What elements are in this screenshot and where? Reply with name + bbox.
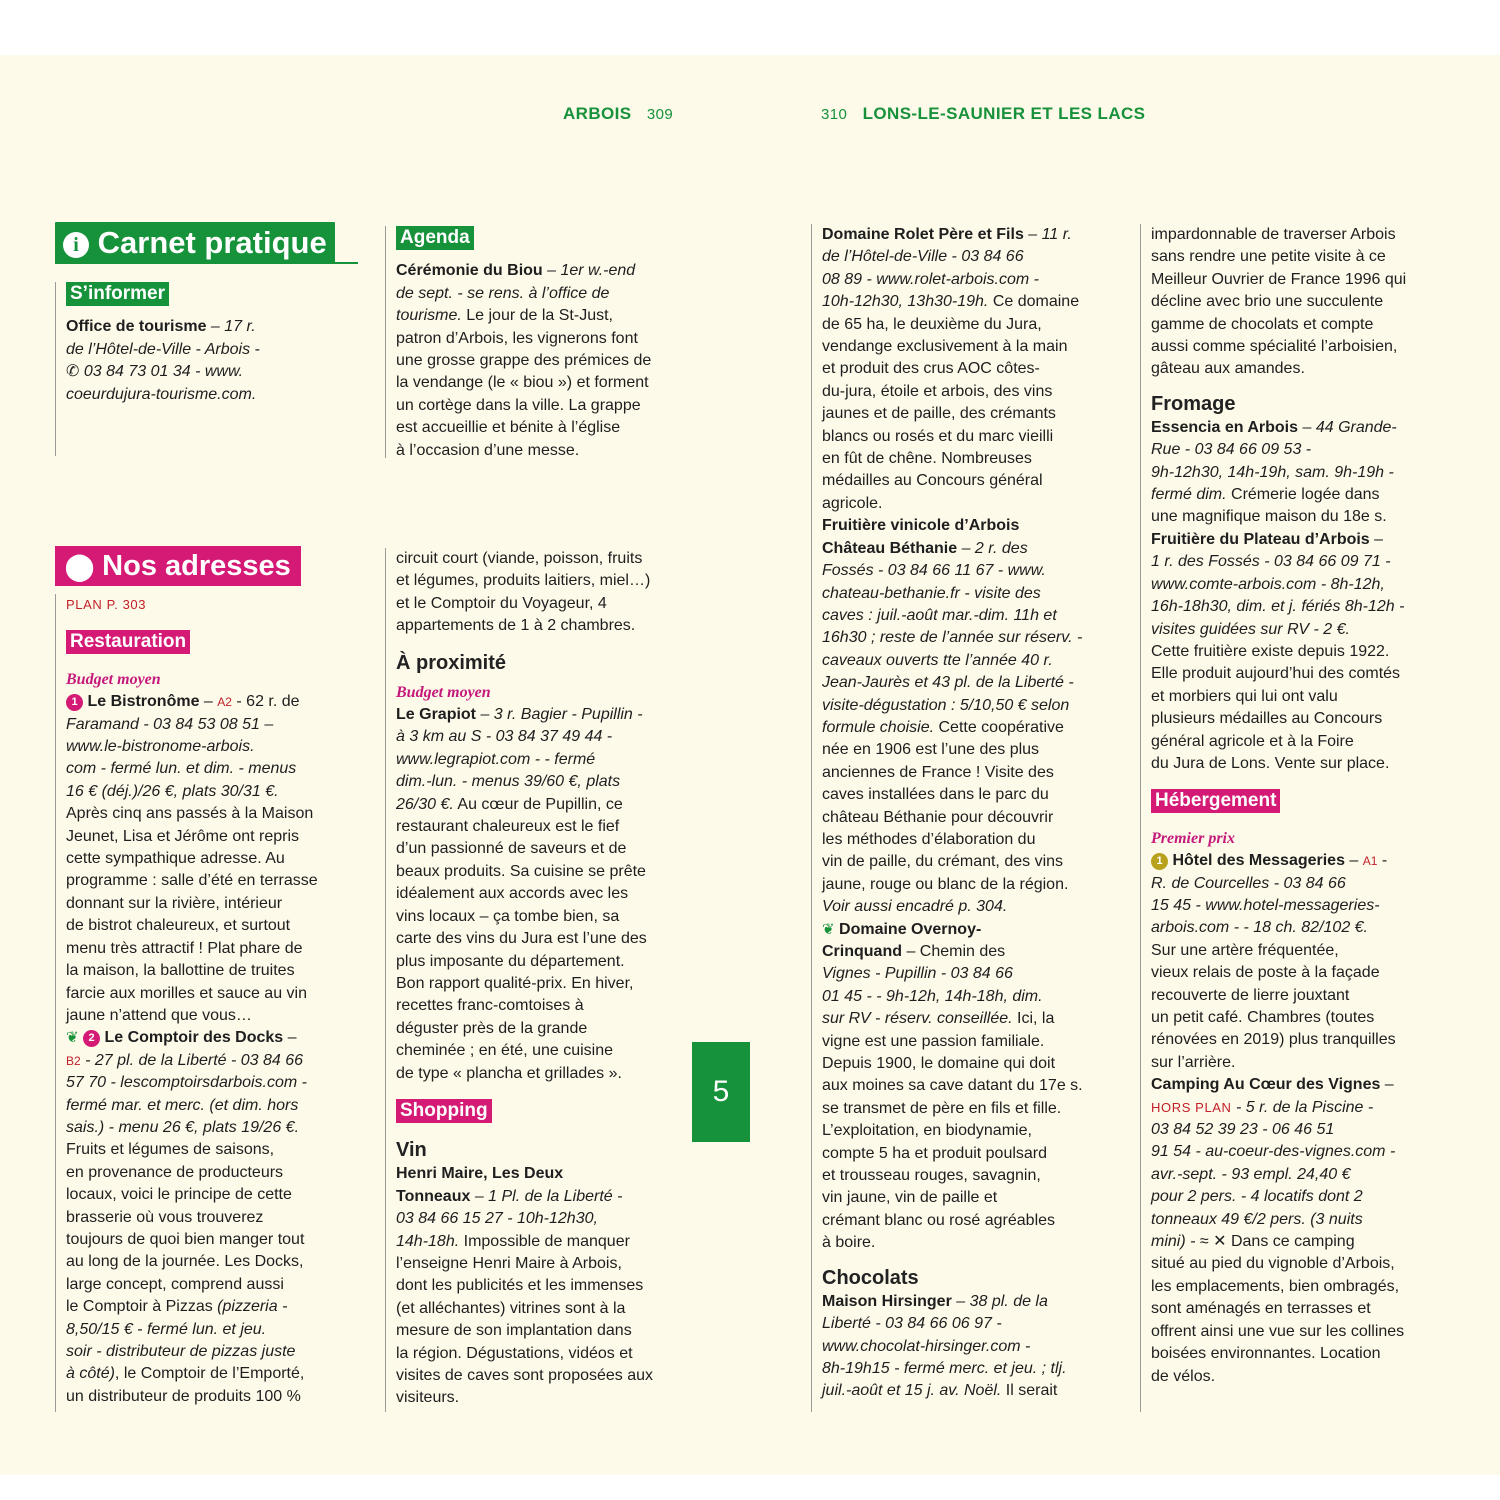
left-page-number: 309: [646, 106, 674, 123]
restaurant-name: Le Grapiot: [396, 706, 477, 724]
vin-heading: Vin: [396, 1139, 427, 1162]
camping-name: Camping Au Cœur des Vignes: [1151, 1076, 1381, 1094]
informer-tag: S’informer: [66, 282, 169, 306]
running-head-left: [563, 104, 673, 124]
nos-adresses-heading-block: [55, 546, 385, 586]
shop-name: Maison Hirsinger: [822, 1292, 952, 1310]
office-name: Office de tourisme: [66, 318, 207, 336]
shop-name: Henri Maire, Les Deux: [396, 1165, 564, 1183]
chapter-tab: 5: [692, 1042, 750, 1142]
restauration-tag: Restauration: [66, 630, 190, 654]
right-section-title: LONS-LE-SAUNIER ET LES LACS: [862, 104, 1146, 123]
hotel-name: Hôtel des Messageries: [1172, 852, 1345, 870]
column-2-bottom: circuit court (viande, poisson, fruits et légumes, produits laitiers, miel…) et le Comptoir du Voyageur, 4 appartements de 1 à 2 chambres. À proximité Budget moyen Le Grapiot – 3 r. Bagier - Pupillin - à 3 km au S - 03 84 37 49 44 - www.legrapiot.com - - fermé dim.-lun. - menus 39/60 €, plats 26/30 €. Au cœur de Pupillin, ce restaurant chaleureux est le fief d’un passionné de saveurs et de beaux produits. Sa cuisine se prête idéalement aux accords avec les vins locaux – ça tombe bien, sa carte des vins du Jura est l’une des plus imposante du département. Bon rapport qualité-prix. En hiver, recettes franc-comtoises à déguster près de la grande cheminée ; en été, une cuisine de type « plancha et grillades ». Shopping Vin Henri Maire, Les Deux Tonneaux – 1 Pl. de la Liberté - 03 84 66 15 27 - 10h-12h30, 14h-18h. Impossible de manquer l’enseigne Henri Maire à Arbois, dont les publicités et les immenses (et alléchantes) vitrines sont à la mesure de son implantation dans la région. Dégustations, vidéos et visites de caves sont proposées aux visiteurs.: [385, 548, 696, 1412]
informer-block: S’informer Office de tourisme – 17 r. de l’Hôtel-de-Ville - Arbois - ✆ 03 84 73 01 34 - www. coeurdujura-tourisme.com.: [55, 282, 366, 456]
fromage-heading: Fromage: [1151, 392, 1236, 415]
restauration-column: PLAN P. 303 Restauration Budget moyen 1 Le Bistronôme – A2 - 62 r. de Faramand - 03 84 53 08 51 – www.le-bistronome-arbois. com - fermé lun. et dim. - menus 16 € (déj.)/26 €, plats 30/31 €. Après cinq ans passés à la Maison Jeunet, Lisa et Jérôme ont repris cette sympathique adresse. Au programme : salle d’été en terrasse donnant sur la rivière, intérieur de bistrot chaleureux, et surtout menu très attractif ! Plat phare de la maison, la ballottine de truites farcie aux morilles et sauce au vin jaune n’attend que vous… ❦ 2 Le Comptoir des Docks – B2 - 27 pl. de la Liberté - 03 84 66 57 70 - lescomptoirsdarbois.com - fermé mar. et merc. (et dim. hors sais.) - menu 26 €, plats 19/26 €. Fruits et légumes de saisons, en provenance de producteurs locaux, voici le principe de cette brasserie où vous trouverez toujours de quoi bien manger tout au long de la journée. Les Docks, large concept, comprend aussi le Comptoir à Pizzas (pizzeria - 8,50/15 € - fermé lun. et jeu. soir - distributeur de pizzas juste à côté), le Comptoir de l’Emporté, un distributeur de produits 100 %: [55, 594, 366, 1412]
nos-adresses-heading: ⬤ Nos adresses: [55, 546, 301, 586]
carnet-pratique: [55, 222, 385, 264]
carnet-heading: i Carnet pratique: [55, 222, 335, 264]
premier-prix-label: Premier prix: [1151, 829, 1235, 847]
plan-reference: PLAN P. 303: [66, 597, 147, 612]
shop-name: Domaine Rolet Père et Fils: [822, 226, 1024, 243]
event-name: Cérémonie du Biou: [396, 262, 543, 280]
pool-icon: ≈: [1199, 1233, 1209, 1251]
restaurant-name: Le Bistronôme: [87, 693, 200, 711]
shop-name: Fruitière du Plateau d’Arbois: [1151, 530, 1370, 548]
agenda-tag: Agenda: [396, 226, 474, 250]
restaurant-name: Le Comptoir des Docks: [104, 1029, 284, 1047]
shopping-tag: Shopping: [396, 1099, 492, 1123]
marker-1: 1: [66, 694, 83, 711]
proximite-heading: À proximité: [396, 651, 507, 674]
marker-2: 2: [83, 1030, 100, 1047]
phone-icon: ✆: [66, 363, 80, 381]
column-4: impardonnable de traverser Arbois sans rendre une petite visite à ce Meilleur Ouvrier de France 1996 qui décline avec brio une succulente gamme de chocolats et compte aussi comme spécialité l’arboisien, gâteau aux amandes. Fromage Essencia en Arbois – 44 Grande- Rue - 03 84 66 09 53 - 9h-12h30, 14h-19h, sam. 9h-19h - fermé dim. Crémerie logée dans une magnifique maison du 18e s. Fruitière du Plateau d’Arbois – 1 r. des Fossés - 03 84 66 09 71 - www.comte-arbois.com - 8h-12h, 16h-18h30, dim. et j. fériés 8h-12h - visites guidées sur RV - 2 €. Cette fruitière existe depuis 1922. Elle produit aujourd’hui des comtés et morbiers qui lui ont valu plusieurs médailles au Concours général agricole et à la Foire du Jura de Lons. Vente sur place. Hébergement Premier prix 1 Hôtel des Messageries – A1 - R. de Courcelles - 03 84 66 15 45 - www.hotel-messageries- arbois.com - - 18 ch. 82/102 €. Sur une artère fréquentée, vieux relais de poste à la façade recouverte de lierre jouxtant un petit café. Chambres (toutes rénovées en 2019) plus tranquilles sur l’arrière. Camping Au Cœur des Vignes – HORS PLAN - 5 r. de la Piscine - 03 84 52 39 23 - 06 46 51 91 54 - au-coeur-des-vignes.com - avr.-sept. - 93 empl. 24,40 € pour 2 pers. - 4 locatifs dont 2 tonneaux 49 €/2 pers. (3 nuits mini) - ≈ ✕ Dans ce camping situé au pied du vignoble d’Arbois, les emplacements, bien ombragés, sont aménagés en terrasses et offrent ainsi une vue sur les collines boisées environnantes. Location de vélos.: [1140, 224, 1451, 1412]
shop-name: Essencia en Arbois: [1151, 418, 1299, 436]
leaf-icon: ❦: [822, 920, 835, 938]
chocolats-heading: Chocolats: [822, 1266, 919, 1289]
agenda-block: Agenda Cérémonie du Biou – 1er w.-end de sept. - se rens. à l’office de tourisme. Le jour de la St-Just, patron d’Arbois, les vignerons font une grosse grappe des prémices de la vendange (le « biou ») et forment un cortège dans la ville. La grappe est accueillie et bénite à l’église à l’occasion d’une messe.: [385, 226, 696, 458]
shop-name: Domaine Overnoy-: [839, 920, 982, 938]
running-head-right: [821, 104, 1145, 124]
marker-1: 1: [1151, 853, 1168, 870]
left-section-title: ARBOIS: [563, 104, 632, 123]
budget-label: Budget moyen: [396, 683, 491, 701]
shop-name: Fruitière vinicole d’Arbois: [822, 517, 1020, 535]
leaf-icon: ❦: [66, 1029, 79, 1047]
budget-label: Budget moyen: [66, 670, 161, 688]
right-page-number: 310: [821, 106, 848, 123]
column-3: Domaine Rolet Père et Fils – 11 r. de l’Hôtel-de-Ville - 03 84 66 08 89 - www.rolet-arbois.com - 10h-12h30, 13h30-19h. Ce domaine de 65 ha, le deuxième du Jura, vendange exclusivement à la main et produit des crus AOC côtes- du-jura, étoile et arbois, des vins jaunes et de paille, des crémants blancs ou rosés et du marc vieilli en fût de chêne. Nombreuses médailles au Concours général agricole. Fruitière vinicole d’Arbois Château Béthanie – 2 r. des Fossés - 03 84 66 11 67 - www. chateau-bethanie.fr - visite des caves : juil.-août mar.-dim. 11h et 16h30 ; reste de l’année sur réserv. - caveaux ouverts tte l’année 40 r. Jean-Jaurès et 43 pl. de la Liberté - visite-dégustation : 5/10,50 € selon formule choisie. Cette coopérative née en 1906 est l’une des plus anciennes de France ! Visite des caves installées dans le parc du château Béthanie pour découvrir les méthodes d’élaboration du vin de paille, du crémant, des vins jaune, rouge ou blanc de la région. Voir aussi encadré p. 304. ❦ Domaine Overnoy- Crinquand – Chemin des Vignes - Pupillin - 03 84 66 01 45 - - 9h-12h, 14h-18h, dim. sur RV - réserv. conseillée. Ici, la vigne est une passion familiale. Depuis 1900, le domaine qui doit aux moines sa cave datant du 17e s. se transmet de père en fils et fille. L’exploitation, en biodynamie, compte 5 ha et produit poulsard et trousseau rouges, savagnin, vin jaune, vin de paille et crémant blanc ou rosé agréables à boire. Chocolats Maison Hirsinger – 38 pl. de la Liberté - 03 84 66 06 97 - www.chocolat-hirsinger.com - 8h-19h15 - fermé merc. et jeu. ; tlj. juil.-août et 15 j. av. Noël. Il serait: [811, 224, 1122, 1412]
hebergement-tag: Hébergement: [1151, 789, 1280, 813]
restaurant-icon: ✕: [1213, 1233, 1227, 1251]
map-pin-icon: ⬤: [65, 551, 95, 581]
info-icon: i: [63, 232, 89, 258]
